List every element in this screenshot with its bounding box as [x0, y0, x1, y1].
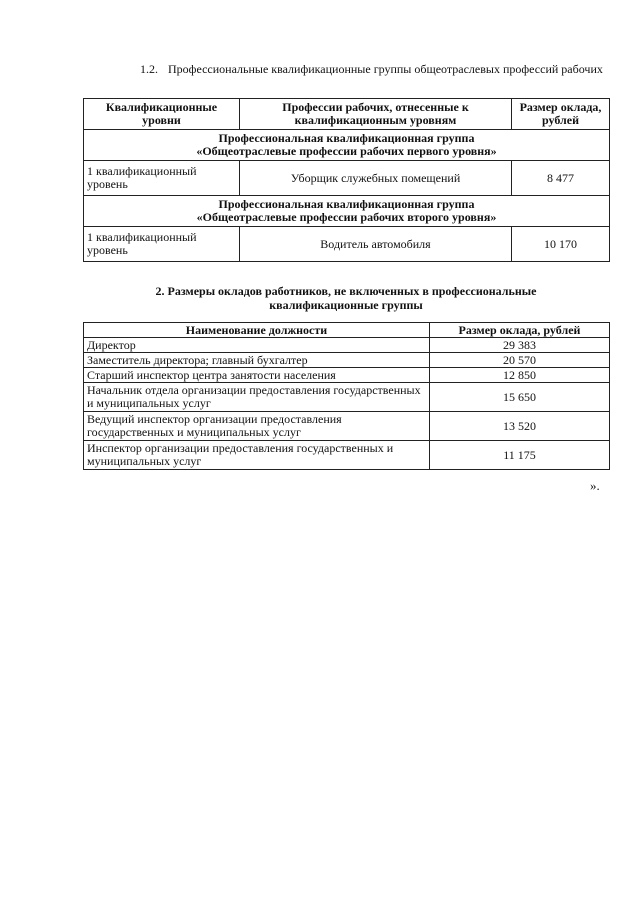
position-cell: Ведущий инспектор организации предоставления государственных и муниципальных услуг [84, 412, 430, 441]
position-cell: Заместитель директора; главный бухгалтер [84, 353, 430, 368]
profession-cell: Водитель автомобиля [240, 227, 512, 262]
level-cell: 1 квалификационный уровень [84, 227, 240, 262]
position-cell: Старший инспектор центра занятости населения [84, 368, 430, 383]
salary-cell: 11 175 [430, 441, 610, 470]
closing-quote: ». [590, 478, 600, 493]
header-salary: Размер оклада, рублей [430, 323, 610, 338]
salary-cell: 10 170 [512, 227, 610, 262]
group-title: Профессиональная квалификационная группа «Общеотраслевые профессии рабочих первого уровня» [84, 130, 610, 161]
header-position: Наименование должности [84, 323, 430, 338]
table-row [84, 338, 610, 353]
level-cell: 1 квалификационный уровень [84, 161, 240, 196]
position-cell: Директор [84, 338, 430, 353]
section-text: Профессиональные квалификационные группы общеотраслевых профессий рабочих [168, 62, 603, 76]
position-cell: Инспектор организации предоставления государственных и муниципальных услуг [84, 441, 430, 470]
table-header-row [84, 99, 610, 130]
position-cell: Начальник отдела организации предоставления государственных и муниципальных услуг [84, 383, 430, 412]
group-title-row [84, 130, 610, 161]
salary-cell: 15 650 [430, 383, 610, 412]
salary-cell: 13 520 [430, 412, 610, 441]
header-salary: Размер оклада, рублей [512, 99, 610, 130]
section-2-heading: 2. Размеры окладов работников, не включенных в профессиональные квалификационные группы [155, 284, 537, 312]
header-professions: Профессии рабочих, отнесенные к квалификационным уровням [240, 99, 512, 130]
table-row [84, 227, 610, 262]
salary-cell: 12 850 [430, 368, 610, 383]
section-1-2-heading [110, 62, 606, 76]
table-row [84, 161, 610, 196]
group-title: Профессиональная квалификационная группа «Общеотраслевые профессии рабочих второго уровня» [84, 196, 610, 227]
salary-cell: 29 383 [430, 338, 610, 353]
table-row [84, 368, 610, 383]
table-header-row [84, 323, 610, 338]
salary-cell: 20 570 [430, 353, 610, 368]
other-positions-table [83, 322, 610, 470]
table-row [84, 441, 610, 470]
header-levels: Квалификационные уровни [84, 99, 240, 130]
table-row [84, 383, 610, 412]
salary-cell: 8 477 [512, 161, 610, 196]
section-number: 1.2. [140, 62, 158, 76]
table-row [84, 353, 610, 368]
group-title-row [84, 196, 610, 227]
table-row [84, 412, 610, 441]
qualification-groups-table [83, 98, 610, 262]
profession-cell: Уборщик служебных помещений [240, 161, 512, 196]
